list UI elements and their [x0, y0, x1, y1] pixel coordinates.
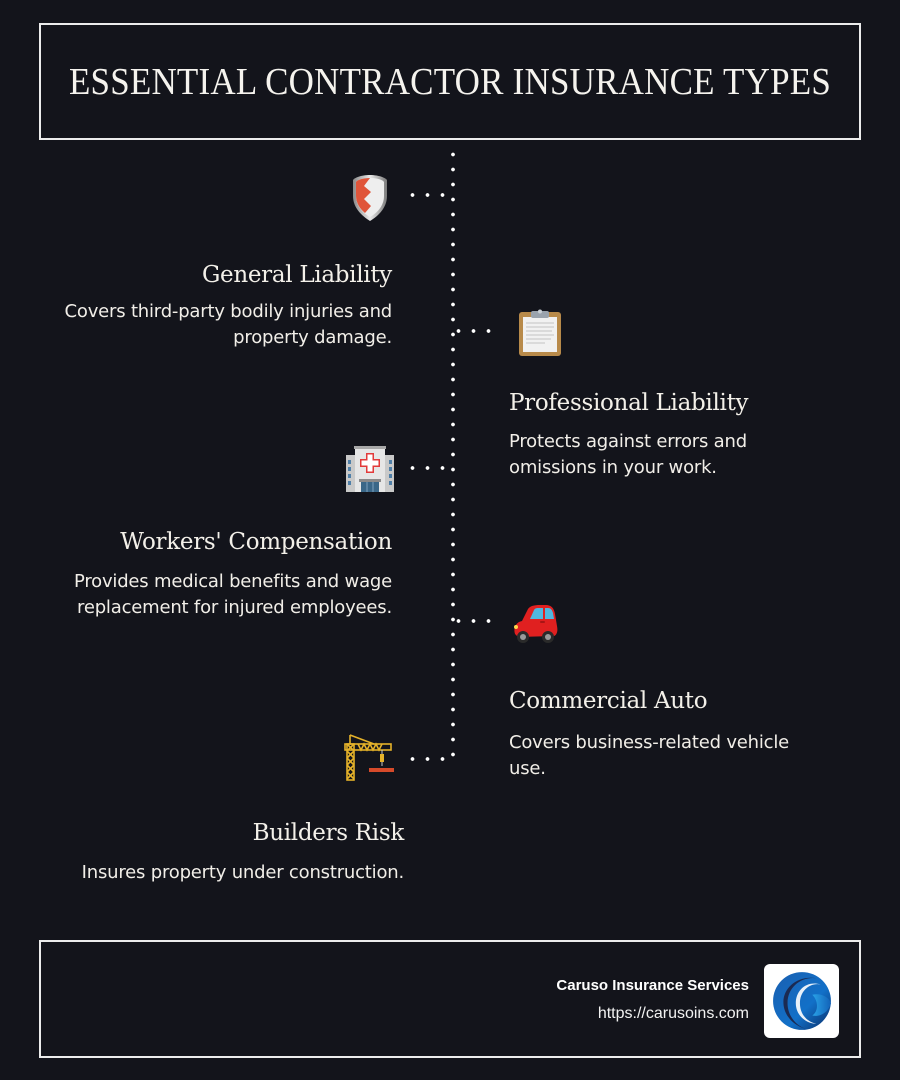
- footer-banner: [39, 940, 861, 1058]
- shield-icon: [345, 172, 395, 222]
- item-title-commercial-auto: Commercial Auto: [509, 688, 708, 714]
- connector-general-liability: [405, 193, 455, 197]
- item-desc-builders-risk: Insures property under construction.: [81, 862, 404, 883]
- car-icon: [510, 598, 560, 648]
- company-name: Caruso Insurance Services: [556, 977, 749, 994]
- connector-professional-liability: [451, 329, 501, 333]
- item-title-professional-liability: Professional Liability: [509, 390, 749, 416]
- item-title-general-liability: General Liability: [201, 262, 392, 288]
- connector-builders-risk: [405, 757, 455, 761]
- item-desc-workers-compensation: Provides medical benefits and wage replacement for injured employees.: [73, 571, 392, 618]
- clipboard-icon: [515, 308, 565, 358]
- connector-workers-compensation: [405, 466, 455, 470]
- title-banner: [39, 23, 861, 140]
- item-title-workers-compensation: Workers' Compensation: [120, 529, 392, 555]
- company-url-link[interactable]: https://carusoins.com: [597, 1005, 749, 1022]
- construction-crane-icon: [344, 732, 394, 782]
- page-title: ESSENTIAL CONTRACTOR INSURANCE TYPES: [68, 59, 832, 103]
- item-desc-commercial-auto: Covers business-related vehicle use.: [509, 732, 790, 779]
- item-desc-general-liability: Covers third-party bodily injuries and property damage.: [64, 301, 392, 348]
- caruso-logo-icon: [764, 964, 839, 1038]
- timeline-dotted-line: [451, 147, 455, 763]
- item-title-builders-risk: Builders Risk: [252, 820, 404, 846]
- item-desc-professional-liability: Protects against errors and omissions in your work.: [509, 431, 747, 478]
- connector-commercial-auto: [451, 619, 501, 623]
- hospital-icon: [345, 444, 395, 494]
